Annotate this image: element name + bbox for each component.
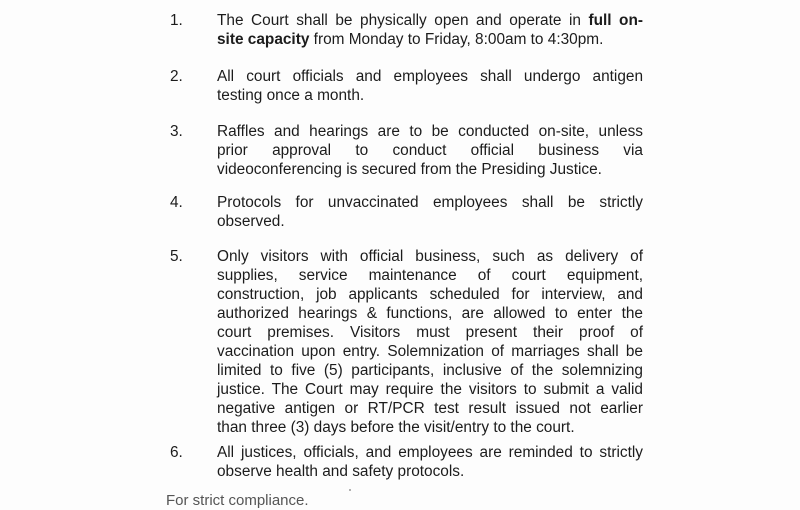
text-run: testing once a month. [217,87,365,104]
text-run: court premises. Visitors must present their proof of [217,324,643,341]
text-run: justice. The Court may require the visitors to submit a valid [217,381,643,398]
item-text [217,443,643,481]
text-run: negative antigen or RT/PCR test result issued not earlier [217,400,643,417]
text-line [217,160,643,179]
text-line [217,285,643,304]
text-run: observe health and safety protocols. [217,463,465,480]
item-text [217,122,643,179]
item-number: 6. [170,444,183,461]
item-number: 2. [170,68,183,85]
text-line [217,418,643,437]
item-text [217,193,643,231]
text-line [217,247,643,266]
item-number: 4. [170,194,183,211]
item-text [217,67,643,105]
item-number: 3. [170,123,183,140]
text-line [217,122,643,141]
text-run: from Monday to Friday, 8:00am to 4:30pm. [309,31,604,48]
text-run: prior approval to conduct official business via [217,142,643,159]
text-run: All court officials and employees shall undergo antigen [217,68,643,85]
text-run: construction, job applicants scheduled for interview, and [217,286,643,303]
text-line [217,462,643,481]
item-number: 5. [170,248,183,265]
text-run: vaccination upon entry. Solemnization of marriages shall be [217,343,643,360]
text-line [217,86,643,105]
text-run: observed. [217,213,285,230]
text-run: The Court shall be physically open and operate in [217,12,589,29]
text-run: Protocols for unvaccinated employees shall be strictly [217,194,643,211]
text-run: limited to five (5) participants, inclusive of the solemnizing [217,362,643,379]
text-line [217,11,643,30]
text-run: authorized hearings & functions, are allowed to enter the [217,305,643,322]
bold-text: full on- [588,12,643,29]
text-line [217,67,643,86]
text-line [217,30,643,49]
text-line [217,342,643,361]
text-line [217,323,643,342]
item-text [217,11,643,49]
item-number: 1. [170,12,183,29]
bold-text: site capacity [217,31,310,48]
cut-off-footer-text: For strict compliance. [166,492,309,509]
text-run: videoconferencing is secured from the Presiding Justice. [217,161,602,178]
text-line [217,141,643,160]
text-run: supplies, service maintenance of court equipment, [217,267,643,284]
text-line [217,193,643,212]
text-line [217,304,643,323]
text-line [217,399,643,418]
text-line [217,361,643,380]
item-text [217,247,643,437]
text-run: All justices, officials, and employees are reminded to strictly [217,444,643,461]
text-line [217,443,643,462]
text-run: than three (3) days before the visit/entry to the court. [217,419,575,436]
text-line [217,266,643,285]
text-line [217,212,643,231]
text-run: Only visitors with official business, such as delivery of [217,248,643,265]
text-line [217,380,643,399]
text-run: Raffles and hearings are to be conducted on-site, unless [217,123,643,140]
